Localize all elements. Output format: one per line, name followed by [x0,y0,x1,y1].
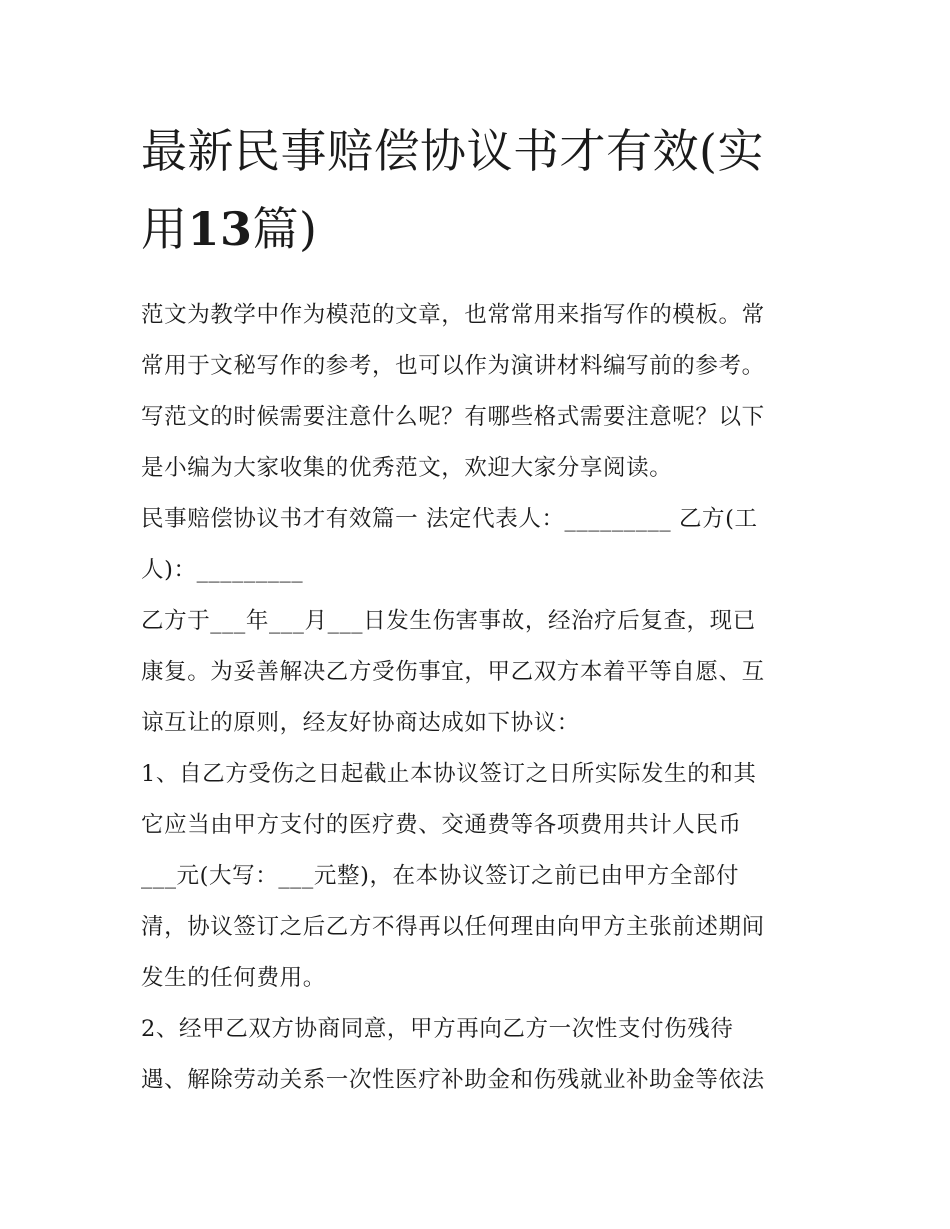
intro-paragraph [141,290,813,494]
clause-2-line: 2、经甲乙双方协商同意，甲方再向乙方一次性支付伤残待 [141,1016,734,1042]
agreement-preamble [141,596,813,749]
section-heading-line: 人)：_________ [141,557,304,583]
title-line-2 [141,190,813,268]
title-suffix: 篇) [252,202,318,256]
section-heading [141,494,813,596]
clause-1-line: 它应当由甲方支付的医疗费、交通费等各项费用共计人民币 [141,812,742,838]
document-page [141,112,813,1106]
section-heading-line: 民事赔偿协议书才有效篇一 法定代表人：_________ 乙方(工 [141,506,758,532]
title-line-1: 最新民事赔偿协议书才有效(实 [141,124,764,178]
preamble-line: 谅互让的原则，经友好协商达成如下协议： [141,710,580,736]
title-prefix: 用 [141,202,188,256]
clause-1 [141,749,813,1004]
clause-1-line: 1、自乙方受伤之日起截止本协议签订之日所实际发生的和其 [141,761,757,787]
preamble-line: 康复。为妥善解决乙方受伤事宜，甲乙双方本着平等自愿、互 [141,659,765,685]
clause-1-line: 清，协议签订之后乙方不得再以任何理由向甲方主张前述期间 [141,914,765,940]
document-title [141,112,813,268]
intro-line: 常用于文秘写作的参考，也可以作为演讲材料编写前的参考。 [141,353,765,379]
clause-2 [141,1004,813,1106]
clause-1-line: 发生的任何费用。 [141,965,326,991]
title-number: 13 [187,202,253,256]
intro-line: 范文为教学中作为模范的文章，也常常用来指写作的模板。常 [141,302,765,328]
intro-line: 是小编为大家收集的优秀范文，欢迎大家分享阅读。 [141,455,673,481]
intro-line: 写范文的时候需要注意什么呢？有哪些格式需要注意呢？以下 [141,404,765,430]
clause-2-line: 遇、解除劳动关系一次性医疗补助金和伤残就业补助金等依法 [141,1067,765,1093]
clause-1-line: ___元(大写：___元整)，在本协议签订之前已由甲方全部付 [141,863,740,889]
preamble-line: 乙方于___年___月___日发生伤害事故，经治疗后复查，现已 [141,608,756,634]
